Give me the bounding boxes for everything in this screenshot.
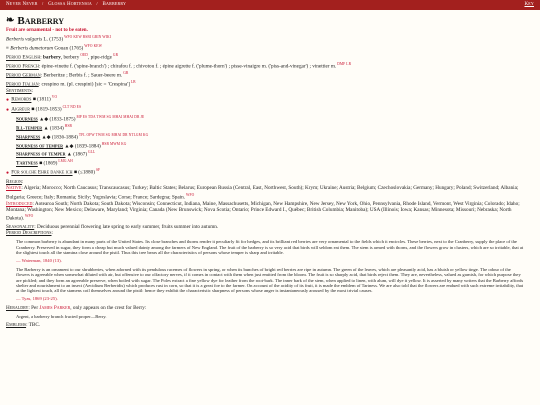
source-refs[interactable]: WFO bbox=[25, 214, 34, 219]
heraldry-author-link[interactable]: James Parker bbox=[39, 305, 71, 312]
description-attribution-waterman[interactable]: — Waterman, 1840 (13). bbox=[16, 257, 62, 263]
sentiment-mark: ▲ (1867) bbox=[66, 152, 88, 159]
sentiment-item bbox=[6, 141, 534, 150]
breadcrumb-glossa-hortensia[interactable]: Glossa Hortensia bbox=[48, 1, 92, 7]
period-german-text: Berberitze ; Berbis f. ; Sauer-beere m. bbox=[43, 72, 123, 79]
source-refs[interactable]: WFO KEW bbox=[84, 43, 103, 48]
bullet-icon: ● bbox=[6, 97, 11, 103]
heraldry-prefix: Per bbox=[31, 305, 40, 312]
page-title-text: Barberry bbox=[17, 15, 65, 27]
seasonality: Seasonality: Deciduous perennial flowering late spring to early summer, fruits summer into autumn. bbox=[6, 223, 219, 230]
sentiment-mark: ■ (1869) bbox=[39, 161, 58, 168]
seasonality-label: Seasonality bbox=[6, 223, 35, 230]
native-label: Native bbox=[6, 185, 22, 192]
sentiment-text: Sourness of temper bbox=[16, 143, 64, 150]
sentiments-label: Sentiments bbox=[6, 87, 32, 94]
fleuron-icon: ❧ bbox=[6, 15, 15, 26]
sentiment-text: Sharpness of temper bbox=[16, 152, 66, 159]
heraldry: Heraldry: Per James Parker, only appears on the crest for Berry: bbox=[6, 305, 147, 312]
source-refs[interactable]: OED bbox=[80, 52, 88, 57]
source-refs[interactable]: LB bbox=[130, 79, 136, 84]
period-italian-label: Period Italian bbox=[6, 81, 39, 88]
breadcrumb-separator: / bbox=[96, 1, 98, 7]
top-nav-bar bbox=[0, 0, 540, 10]
description-quote-tyas: The Barberry is an ornament to our shrubberies, when adorned with its pendulous racemes of flowers in spring, or when its bunches of bright red berries are ripe in autumn. The green of the leaves, which are pleasantly acid, has a bluish or yellow tinge. The odour of the flowers is agreeable when somewhat diluted with air, but offensive to our olfactory nerves, if it comes in contact with them when just emitted from the bloom. The fruit is so sharply acid, that birds reject them. They are, nevertheless, valued as garnish, for which purpose they are pickled; and they form an agreeable preserve, when boiled with sugar. The Poles extract a fine yellow dye for leather from the root-bark. The inner bark of the stem, when applied to linen, with alum, will dye it yellow. It is asserted by many writers that the Barberry affords shelter and nourishment to an insect (Aecidium Berberidis) which produces rust in corn, so that it is a great foe to the farmer. On account of the acidity of its fruit, it is made the emblem of Tartness. We are also told that the flowers are endued with such extreme irritability, that at the lightest touch, all the stamens coil themselves around the pistil: hence they exhibit the characteristic sharpness of persons whose anger is instantaneously aroused by the most trivial causes. bbox=[16, 266, 524, 294]
introduced-label: Introduced bbox=[6, 200, 33, 207]
sentiment-item bbox=[6, 94, 534, 104]
sentiment-mark: ■ (≤1880) bbox=[73, 170, 95, 177]
entry-content bbox=[0, 10, 540, 328]
source-refs[interactable]: DMF LR bbox=[337, 61, 352, 66]
sentiment-text: Für solche Ehre danke ich bbox=[11, 170, 73, 177]
seasonality-text: Deciduous perennial flowering late spring to early summer, fruits summer into autumn. bbox=[36, 223, 219, 230]
heraldry-quote: Argent, a barberry branch fructed proper—Berry. bbox=[16, 314, 107, 320]
sentiment-item bbox=[6, 123, 534, 132]
sentiment-mark: ▲ (1834) bbox=[43, 125, 64, 132]
synonym-author: Gouan (1765) bbox=[53, 45, 84, 52]
source-refs[interactable]: HSB MWM KG bbox=[101, 141, 127, 146]
native-text: Algeria; Morocco; North Caucasus; Transcaucasus; Turkey; Baltic States; Belarus; European Russia (Central, East, Northwest, South); Krym; Ukraine; Austria; Belgium; Czechoslovakia; Germany; Hungary; Poland; Switzerland; Albania; Bulgaria; Greece; Italy; Romania; Sicily; Yugoslavia; Corse; France; Sardegna; Spain. bbox=[6, 185, 519, 201]
sentiments-list bbox=[6, 94, 534, 177]
sentiment-item bbox=[6, 158, 534, 167]
sentiment-mark: ■ (1811) bbox=[32, 96, 51, 103]
period-french: Period French: épine-vinette f. ('spine-branch') ; chirafou f. ; chivotou f. ; épine aigrette f. ('plume-thorn') ; pisse-vinaigre m. ('piss-and-vinegar') ; vinettier m.$^{DMF LR}$ bbox=[6, 61, 352, 70]
source-refs[interactable]: HSB bbox=[64, 123, 73, 128]
breadcrumb-current: Barberry bbox=[102, 1, 127, 7]
page-title bbox=[6, 15, 534, 27]
breadcrumb-never-never[interactable]: Never Never bbox=[6, 1, 38, 7]
introduced-text: Aotearoa South; North Dakota; South Dakota; Wisconsin; Connecticut, Indiana, Maine, Massachusetts, Michigan, New Hampshire, New Jersey, New York, Ohio, Pennsylvania, Rhode Island, Vermont, West Virginia; Colorado; Idaho; Montana; Washington; New Mexico; Delaware, Maryland; Virginia; Canada (New Brunswick; Nova Scotia; Ontario; Prince Edward I., Québec; British Columbia; Manitoba); USA (Illinois; Iowa; Kansas; Minnesota; Missouri; Nebraska; North Dakota). bbox=[6, 200, 520, 222]
source-refs[interactable]: GR bbox=[112, 52, 119, 57]
sentiment-text: Sourness bbox=[16, 116, 38, 123]
sentiment-item bbox=[6, 104, 534, 114]
period-english: Period English: barbery, berbery$^{OED}$, pipe-ridge$^{GR}$ bbox=[6, 52, 119, 61]
emblems-label: Emblems bbox=[6, 321, 27, 328]
period-italian: Period Italian: crespino m. (pl. crespini) [sic = 'Crespina']$^{LB}$ bbox=[6, 79, 136, 88]
period-french-text: épine-vinette f. ('spine-branch') ; chirafou f. ; chivotou f. ; épine aigrette f. ('plume-thorn') ; pisse-vinaigre m. ('piss-and-vinegar') ; vinettier m. bbox=[41, 63, 337, 70]
edibility-warning: Fruit are ornamental - not to be eaten. bbox=[6, 28, 88, 33]
key-link[interactable]: Key bbox=[524, 1, 534, 7]
synonym-prefix: ≡ bbox=[6, 45, 11, 52]
scientific-name bbox=[6, 34, 534, 43]
period-french-label: Period French bbox=[6, 63, 39, 70]
period-german: Period German: Berberitze ; Berbis f. ; Sauer-beere m.$^{GR}$ bbox=[6, 70, 129, 79]
source-refs[interactable]: VO bbox=[51, 94, 58, 99]
breadcrumb bbox=[6, 2, 126, 8]
scientific-name-author: L. (1753) bbox=[42, 36, 64, 43]
source-refs[interactable]: LMG AH bbox=[58, 159, 73, 164]
sentiment-text: Ill-temper bbox=[16, 125, 43, 132]
sentiment-text: Remords bbox=[11, 96, 32, 103]
description-quote-waterman: The common barberry is abundant in many parts of the United States. Its close branches and thorns render it peculiarly fit for hedges, and its brilliant red berries are very ornamental to the fields which it encircles. These berries, next to the Cranberry, supply the place of the Cranberry. Preserved in sugar, they form a cheap but much valued dainty among the farmers of New England. The fruit of the barberry is so very acid that birds will seldom eat them. The stem is armed with thorns, and the flowers grow in clusters, which are so irritable, that at the slightest touch all the stamina close around the pistil. Thus this tree bears all the characteristics of persons whose temper is sharp and irritable. bbox=[16, 239, 524, 256]
period-italian-text: crespino m. (pl. crespini) [sic = 'Crespina'] bbox=[41, 81, 130, 88]
sentiment-text: Aigreur bbox=[11, 106, 30, 113]
sentiment-item bbox=[6, 167, 534, 177]
period-german-label: Period German bbox=[6, 72, 41, 79]
region-introduced: Introduced: Aotearoa South; North Dakota; South Dakota; Wisconsin; Connecticut, Indiana, Maine, Massachusetts, Michigan, New Hampshire, New Jersey, New York, Ohio, Pennsylvania, Rhode Island, Vermont, West Virginia; Colorado; Idaho; Montana; Washington; New Mexico; Delaware, Maryland; Virginia; Canada (New Brunswick; Nova Scotia; Ontario; Prince Edward I., Québec; British Columbia; Manitoba); USA (Illinois; Iowa; Kansas; Minnesota; Missouri; Nebraska; North Dakota).$^{WFO}$ bbox=[6, 200, 520, 222]
breadcrumb-separator: / bbox=[42, 1, 44, 7]
source-refs[interactable]: WFO bbox=[186, 192, 195, 197]
sentiment-text: Sharpness bbox=[16, 134, 41, 141]
emblems: Emblems: TBC. bbox=[6, 321, 41, 328]
heraldry-label: Heraldry bbox=[6, 305, 29, 312]
region-heading: Region: bbox=[6, 179, 24, 186]
sentiment-item bbox=[6, 114, 534, 123]
synonym bbox=[6, 43, 534, 52]
source-refs[interactable]: WFO KEW BSBI GRIN WIKI bbox=[64, 35, 112, 39]
period-english-label: Period English bbox=[6, 54, 41, 61]
period-english-berbery: , berbery bbox=[60, 54, 80, 61]
source-refs[interactable]: SF bbox=[95, 168, 101, 173]
heraldry-suffix: , only appears on the crest for Berry: bbox=[70, 305, 147, 312]
scientific-name-genus-species: Berberis vulgaris bbox=[6, 36, 43, 43]
period-english-barbery: barbery bbox=[43, 54, 61, 61]
source-refs[interactable]: CLT ND ES bbox=[62, 104, 82, 109]
emblems-text: TBC. bbox=[28, 321, 41, 328]
source-refs[interactable]: GR bbox=[123, 70, 129, 75]
descriptions-label: Period Descriptions bbox=[6, 230, 52, 237]
sentiment-mark: ▲◆ (1836-1884) bbox=[41, 134, 78, 141]
sentiments-heading: Sentiments: bbox=[6, 87, 34, 94]
sentiment-mark: ▲◆ (1833-1875) bbox=[39, 116, 76, 123]
bullet-icon: ● bbox=[6, 107, 11, 113]
source-refs[interactable]: GLL bbox=[88, 150, 96, 155]
region-label: Region bbox=[6, 179, 22, 186]
bullet-icon: ● bbox=[6, 171, 11, 177]
descriptions-heading: Period Descriptions: bbox=[6, 230, 53, 237]
sentiment-mark: ▲◆ (1839-1884) bbox=[64, 143, 101, 150]
sentiment-mark: ■ (1819-1853) bbox=[31, 106, 62, 113]
synonym-name: Berberis dumetorum bbox=[10, 45, 54, 52]
sentiment-text: Tartness bbox=[16, 161, 38, 168]
description-attribution-tyas[interactable]: — Tyas, 1869 (23-25). bbox=[16, 295, 58, 301]
sentiment-item bbox=[6, 149, 534, 158]
source-refs[interactable]: MP ES TDA TWM SG MHAI MHAI DR JE bbox=[76, 114, 145, 119]
region-native: Native: Algeria; Morocco; North Caucasus; Transcaucasus; Turkey; Baltic States; Belarus; European Russia (Central, East, Northwest, South); Krym; Ukraine; Austria; Belgium; Czechoslovakia; Germany; Hungary; Poland; Switzerland; Albania; Bulgaria; Greece; Italy; Romania; Sicily; Yugoslavia; Corse; France; Sardegna; Spain.$^{WFO}$ bbox=[6, 185, 519, 201]
sentiment-item bbox=[6, 132, 534, 141]
period-english-pipe-ridge: , pipe-ridge bbox=[88, 54, 112, 61]
source-refs[interactable]: TFL OFW TWM SG MHAI DR NTLGM KG bbox=[78, 132, 149, 137]
